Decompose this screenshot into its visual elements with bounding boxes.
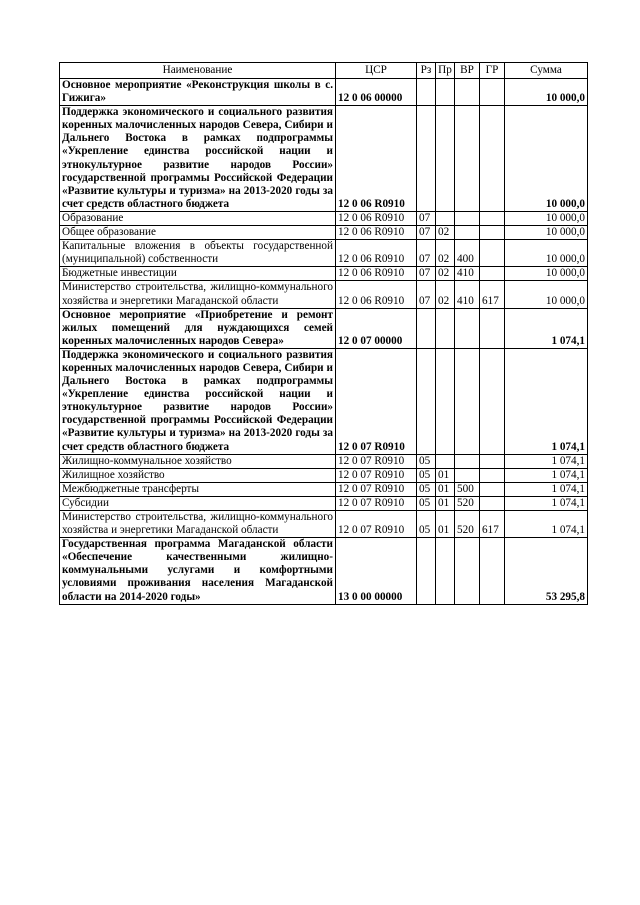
header-csr: ЦСР [336,63,417,79]
cell-csr: 12 0 07 00000 [336,308,417,348]
cell-rz [417,348,436,454]
cell-vr: 520 [455,496,480,510]
cell-rz: 05 [417,511,436,538]
table-row [60,468,588,482]
table-row [60,240,588,267]
cell-vr: 400 [455,240,480,267]
cell-rz: 07 [417,267,436,281]
cell-gr [480,482,505,496]
cell-csr: 12 0 06 R0910 [336,281,417,308]
table-row [60,79,588,106]
cell-sum: 1 074,1 [505,348,588,454]
table-row [60,106,588,212]
cell-vr [455,79,480,106]
table-row [60,482,588,496]
cell-csr: 12 0 06 R0910 [336,267,417,281]
cell-sum: 10 000,0 [505,267,588,281]
table-row [60,538,588,604]
cell-csr: 12 0 07 R0910 [336,511,417,538]
cell-sum: 1 074,1 [505,496,588,510]
header-rz: Рз [417,63,436,79]
header-row [60,63,588,79]
cell-vr [455,348,480,454]
cell-rz: 07 [417,281,436,308]
cell-name: Бюджетные инвестиции [60,267,336,281]
table-row [60,226,588,240]
cell-csr: 12 0 07 R0910 [336,454,417,468]
cell-pr: 02 [436,240,455,267]
cell-gr [480,267,505,281]
header-vr: ВР [455,63,480,79]
cell-gr [480,240,505,267]
cell-pr: 02 [436,267,455,281]
cell-gr [480,211,505,225]
cell-name: Основное мероприятие «Приобретение и ремонт жилых помещений для нуждающихся семей коренных малочисленных народов Севера» [60,308,336,348]
cell-name: Жилищно-коммунальное хозяйство [60,454,336,468]
cell-sum: 1 074,1 [505,468,588,482]
cell-vr [455,226,480,240]
cell-csr: 12 0 07 R0910 [336,468,417,482]
cell-vr: 410 [455,267,480,281]
cell-name: Поддержка экономического и социального развития коренных малочисленных народов Севера, Сибири и Дальнего Востока в рамках подпрограммы «Укрепление единства российской нации и этнокультурное развитие народов России» государственной программы Российской Федерации «Развитие культуры и туризма» на 2013-2020 годы за счет средств областного бюджета [60,348,336,454]
cell-rz: 05 [417,482,436,496]
table-row [60,511,588,538]
cell-vr: 520 [455,511,480,538]
table-row [60,267,588,281]
cell-name: Поддержка экономического и социального развития коренных малочисленных народов Севера, Сибири и Дальнего Востока в рамках подпрограммы «Укрепление единства российской нации и этнокультурное развитие народов России» государственной программы Российской Федерации «Развитие культуры и туризма» на 2013-2020 годы за счет средств областного бюджета [60,106,336,212]
cell-sum: 10 000,0 [505,79,588,106]
cell-vr: 500 [455,482,480,496]
cell-name: Министерство строительства, жилищно-коммунального хозяйства и энергетики Магаданской области [60,281,336,308]
header-name: Наименование [60,63,336,79]
cell-gr [480,454,505,468]
cell-sum: 1 074,1 [505,308,588,348]
cell-sum: 10 000,0 [505,106,588,212]
table-row [60,211,588,225]
cell-rz [417,308,436,348]
cell-name: Жилищное хозяйство [60,468,336,482]
cell-pr [436,211,455,225]
header-gr: ГР [480,63,505,79]
cell-gr [480,106,505,212]
header-sum: Сумма [505,63,588,79]
cell-name: Основное мероприятие «Реконструкция школы в с. Гижига» [60,79,336,106]
cell-pr: 01 [436,511,455,538]
cell-name: Государственная программа Магаданской области «Обеспечение качественными жилищно-коммунальными услугами и комфортными условиями проживания населения Магаданской области на 2014-2020 годы» [60,538,336,604]
cell-rz [417,106,436,212]
budget-table [59,62,588,605]
cell-sum: 53 295,8 [505,538,588,604]
cell-vr [455,106,480,212]
cell-gr [480,348,505,454]
cell-csr: 12 0 07 R0910 [336,496,417,510]
cell-pr [436,79,455,106]
cell-pr: 01 [436,496,455,510]
cell-vr [455,468,480,482]
cell-csr: 13 0 00 00000 [336,538,417,604]
cell-vr: 410 [455,281,480,308]
cell-rz: 05 [417,468,436,482]
cell-rz: 05 [417,496,436,510]
cell-gr [480,79,505,106]
cell-csr: 12 0 06 R0910 [336,226,417,240]
cell-pr: 02 [436,226,455,240]
table-body [60,79,588,605]
cell-vr [455,211,480,225]
cell-csr: 12 0 06 R0910 [336,240,417,267]
cell-name: Межбюджетные трансферты [60,482,336,496]
cell-gr [480,496,505,510]
cell-rz: 05 [417,454,436,468]
cell-csr: 12 0 06 R0910 [336,211,417,225]
header-pr: Пр [436,63,455,79]
cell-pr [436,538,455,604]
table-row [60,454,588,468]
table-row [60,281,588,308]
cell-csr: 12 0 07 R0910 [336,348,417,454]
table-row [60,348,588,454]
cell-sum: 10 000,0 [505,281,588,308]
table-row [60,308,588,348]
cell-gr: 617 [480,511,505,538]
cell-pr [436,308,455,348]
cell-gr [480,468,505,482]
cell-gr [480,538,505,604]
cell-vr [455,454,480,468]
cell-rz: 07 [417,240,436,267]
cell-vr [455,538,480,604]
cell-sum: 10 000,0 [505,226,588,240]
cell-pr: 01 [436,468,455,482]
cell-sum: 1 074,1 [505,511,588,538]
cell-rz [417,538,436,604]
cell-name: Министерство строительства, жилищно-коммунального хозяйства и энергетики Магаданской области [60,511,336,538]
table-row [60,496,588,510]
cell-gr: 617 [480,281,505,308]
cell-csr: 12 0 06 00000 [336,79,417,106]
cell-name: Капитальные вложения в объекты государственной (муниципальной) собственности [60,240,336,267]
cell-sum: 1 074,1 [505,454,588,468]
cell-name: Образование [60,211,336,225]
cell-gr [480,226,505,240]
cell-pr [436,454,455,468]
cell-pr [436,348,455,454]
cell-name: Субсидии [60,496,336,510]
cell-gr [480,308,505,348]
cell-pr: 02 [436,281,455,308]
cell-name: Общее образование [60,226,336,240]
cell-sum: 10 000,0 [505,240,588,267]
cell-pr [436,106,455,212]
cell-csr: 12 0 07 R0910 [336,482,417,496]
cell-sum: 10 000,0 [505,211,588,225]
cell-rz [417,79,436,106]
cell-csr: 12 0 06 R0910 [336,106,417,212]
cell-vr [455,308,480,348]
cell-pr: 01 [436,482,455,496]
cell-rz: 07 [417,226,436,240]
cell-rz: 07 [417,211,436,225]
cell-sum: 1 074,1 [505,482,588,496]
